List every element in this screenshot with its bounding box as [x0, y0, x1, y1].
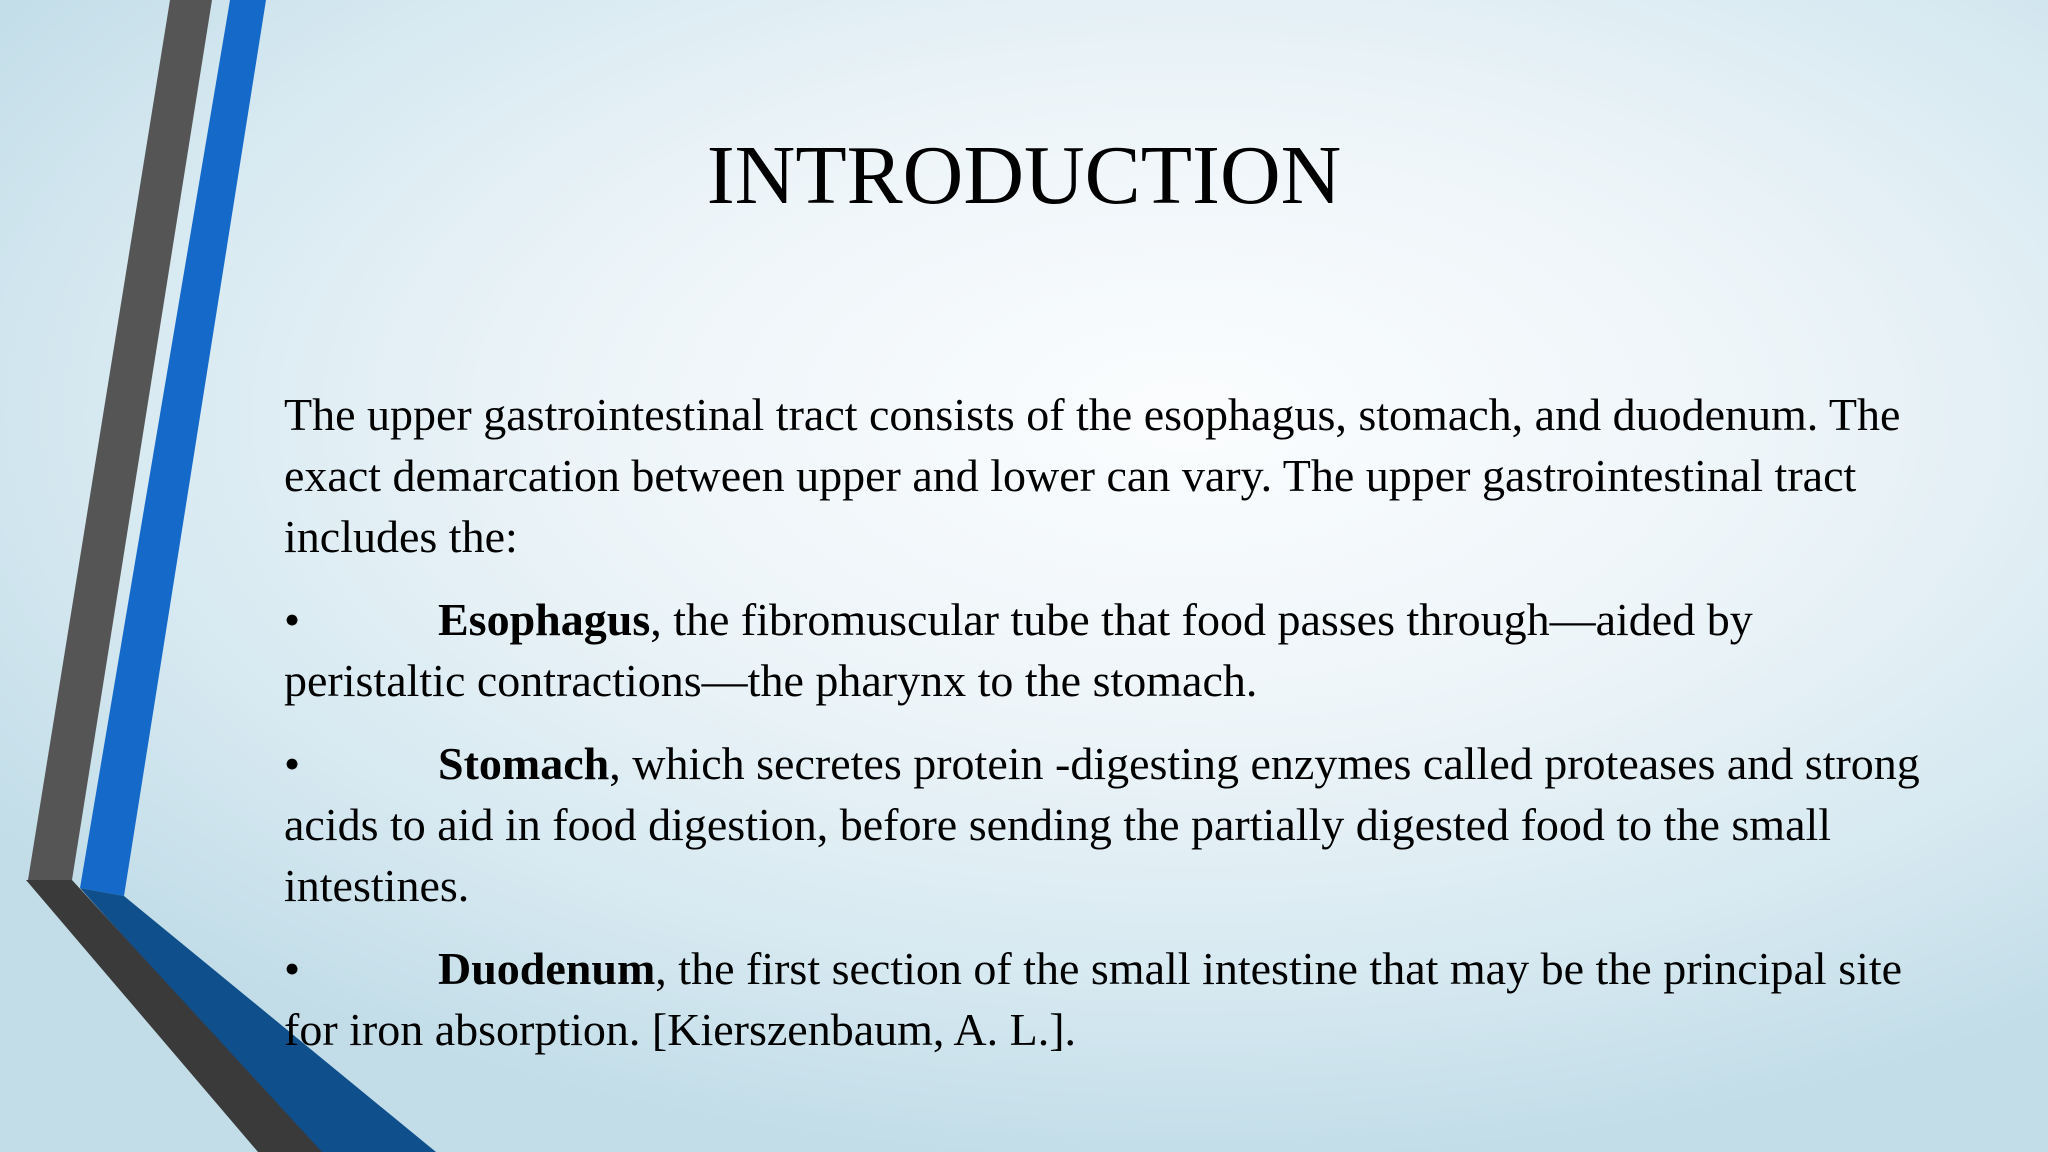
- bullet-term: Stomach: [438, 738, 610, 789]
- bullet-text: , which secretes protein -digesting enzymes called proteases and strong acids to aid in food digestion, before sending the partially digested food to the small intestines.: [284, 738, 1920, 911]
- slide-title: INTRODUCTION: [706, 129, 1342, 222]
- bullet-symbol: •: [284, 738, 301, 789]
- intro-paragraph: The upper gastrointestinal tract consists of the esophagus, stomach, and duodenum. The exact demarcation between upper and lower can vary. The upper gastrointestinal tract includes the:: [284, 389, 1901, 562]
- bullet-text: , the first section of the small intestine that may be the principal site for iron absorption. [Kierszenbaum, A. L.].: [284, 943, 1903, 1055]
- slide-body: [284, 384, 1924, 1082]
- bullet-text: , the fibromuscular tube that food passes through—aided by peristaltic contractions—the pharynx to the stomach.: [284, 594, 1753, 706]
- gray-stripe-lower: [26, 880, 322, 1152]
- bullet-symbol: •: [284, 943, 301, 994]
- bullet-item-esophagus: [284, 589, 1924, 711]
- bullet-term: Duodenum: [438, 943, 656, 994]
- bullet-symbol: •: [284, 594, 301, 645]
- bullet-item-stomach: [284, 733, 1924, 916]
- bullet-term: Esophagus: [438, 594, 651, 645]
- bullet-item-duodenum: [284, 938, 1924, 1060]
